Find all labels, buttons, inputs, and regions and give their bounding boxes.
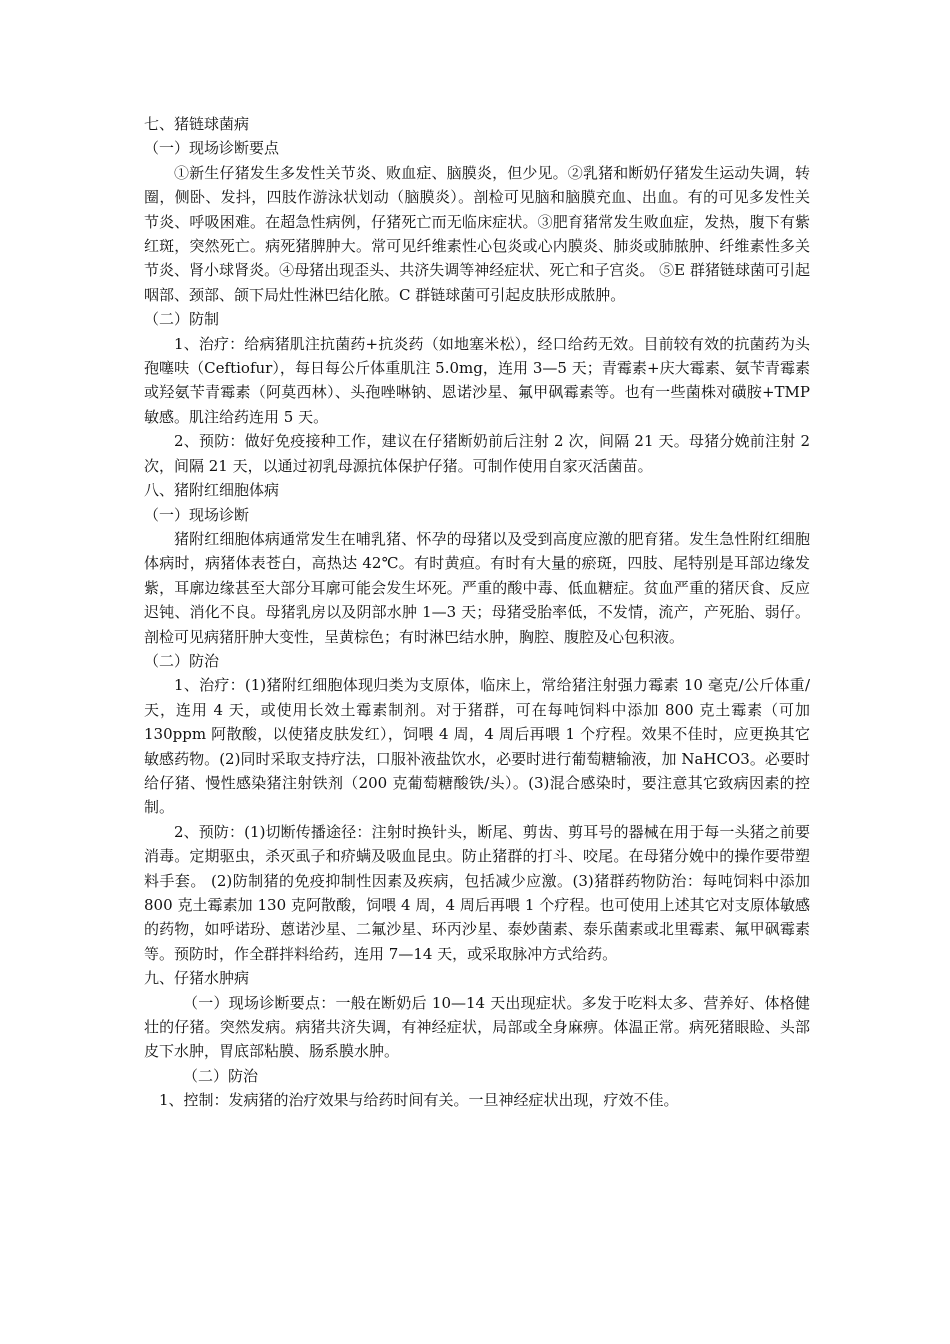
paragraph-epe-treatment: 1、治疗：(1)猪附红细胞体现归类为支原体，临床上，常给猪注射强力霉素 10 毫克/公斤体重/天，连用 4 天，或使用长效土霉素制剂。对于猪群，可在每吨饲料中添加 800 克土霉素（可加 130ppm 阿散酸，以使猪皮肤发红），饲喂 4 周，4 周后再喂 1 个疗程。效果不佳时，应更换其它敏感药物。(2)同时采取支持疗法，口服补液盐饮水，必要时进行葡萄糖输液，加 NaHCO3。必要时给仔猪、慢性感染猪注射铁剂（200 克葡萄糖酸铁/头）。(3)混合感染时，要注意其它致病因素的控制。 xyxy=(144,676,810,817)
subsection-diagnosis-points: （一）现场诊断要点 xyxy=(144,139,280,158)
subsection-field-diagnosis: （一）现场诊断 xyxy=(144,505,250,524)
paragraph-edema-control: 1、控制：发病猪的治疗效果与给药时间有关。一旦神经症状出现，疗效不佳。 xyxy=(159,1091,679,1110)
subsection-prevention-treatment: （二）防治 xyxy=(144,651,220,670)
section-title-eperythrozoonosis: 八、猪附红细胞体病 xyxy=(144,481,280,500)
paragraph-edema-diagnosis: （一）现场诊断要点：一般在断奶后 10—14 天出现症状。多发于吃料太多、营养好、体格健壮的仔猪。突然发病。病猪共济失调，有神经症状，局部或全身麻痹。体温正常。病死猪眼睑、头部皮下水肿，胃底部粘膜、肠系膜水肿。 xyxy=(144,993,810,1061)
subsection-edema-prevention: （二）防治 xyxy=(183,1066,259,1085)
paragraph-strep-symptoms: ①新生仔猪发生多发性关节炎、败血症、脑膜炎，但少见。②乳猪和断奶仔猪发生运动失调，转圈，侧卧、发抖，四肢作游泳状划动（脑膜炎）。剖检可见脑和脑膜充血、出血。有的可见多发性关节炎、呼吸困难。在超急性病例，仔猪死亡而无临床症状。③肥育猪常发生败血症，发热，腹下有紫红斑，突然死亡。病死猪脾肿大。常可见纤维素性心包炎或心内膜炎、肺炎或肺脓肿、纤维素性多关节炎、肾小球肾炎。④母猪出现歪头、共济失调等神经症状、死亡和子宫炎。 ⑤E 群猪链球菌可引起咽部、颈部、颌下局灶性淋巴结化脓。C 群链球菌可引起皮肤形成脓肿。 xyxy=(144,163,810,304)
section-title-edema-disease: 九、仔猪水肿病 xyxy=(144,969,250,988)
section-title-streptococcus: 七、猪链球菌病 xyxy=(144,115,250,133)
subsection-prevention-control: （二）防制 xyxy=(144,310,220,329)
paragraph-epe-symptoms: 猪附红细胞体病通常发生在哺乳猪、怀孕的母猪以及受到高度应激的肥育猪。发生急性附红细胞体病时，病猪体表苍白，高热达 42℃。有时黄疸。有时有大量的瘀斑，四肢、尾特别是耳部边缘发紫，耳廓边缘甚至大部分耳廓可能会发生坏死。严重的酸中毒、低血糖症。贫血严重的猪厌食、反应迟钝、消化不良。母猪乳房以及阴部水肿 1—3 天；母猪受胎率低，不发情，流产，产死胎、弱仔。剖检可见病猪肝肿大变性，呈黄棕色；有时淋巴结水肿，胸腔、腹腔及心包积液。 xyxy=(144,529,810,646)
paragraph-strep-prevention: 2、预防：做好免疫接种工作，建议在仔猪断奶前后注射 2 次，间隔 21 天。母猪分娩前注射 2 次，间隔 21 天，以通过初乳母源抗体保护仔猪。可制作使用自家灭活菌苗。 xyxy=(144,432,810,475)
paragraph-epe-prevention: 2、预防：(1)切断传播途径：注射时换针头，断尾、剪齿、剪耳号的器械在用于每一头猪之前要消毒。定期驱虫，杀灭虱子和疥螨及吸血昆虫。防止猪群的打斗、咬尾。在母猪分娩中的操作要带塑料手套。 (2)防制猪的免疫抑制性因素及疾病，包括减少应激。(3)猪群药物防治：每吨饲料中添加 800 克土霉素加 130 克阿散酸，饲喂 4 周，4 周后再喂 1 个疗程。也可使用上述其它对支原体敏感的药物，如呼诺玢、蒽诺沙星、二氟沙星、环丙沙星、泰妙菌素、泰乐菌素或北里霉素、氟甲砜霉素等。预防时，作全群拌料给药，连用 7—14 天，或采取脉冲方式给药。 xyxy=(144,822,810,963)
paragraph-strep-treatment: 1、治疗：给病猪肌注抗菌药+抗炎药（如地塞米松），经口给药无效。目前较有效的抗菌药为头孢噻呋（Ceftiofur），每日每公斤体重肌注 5.0mg，连用 3—5 天；青霉素+庆大霉素、氨苄青霉素或羟氨苄青霉素（阿莫西林）、头孢唑啉钠、恩诺沙星、氟甲砜霉素等。也有一些菌株对磺胺+TMP 敏感。肌注给药连用 5 天。 xyxy=(144,334,810,426)
